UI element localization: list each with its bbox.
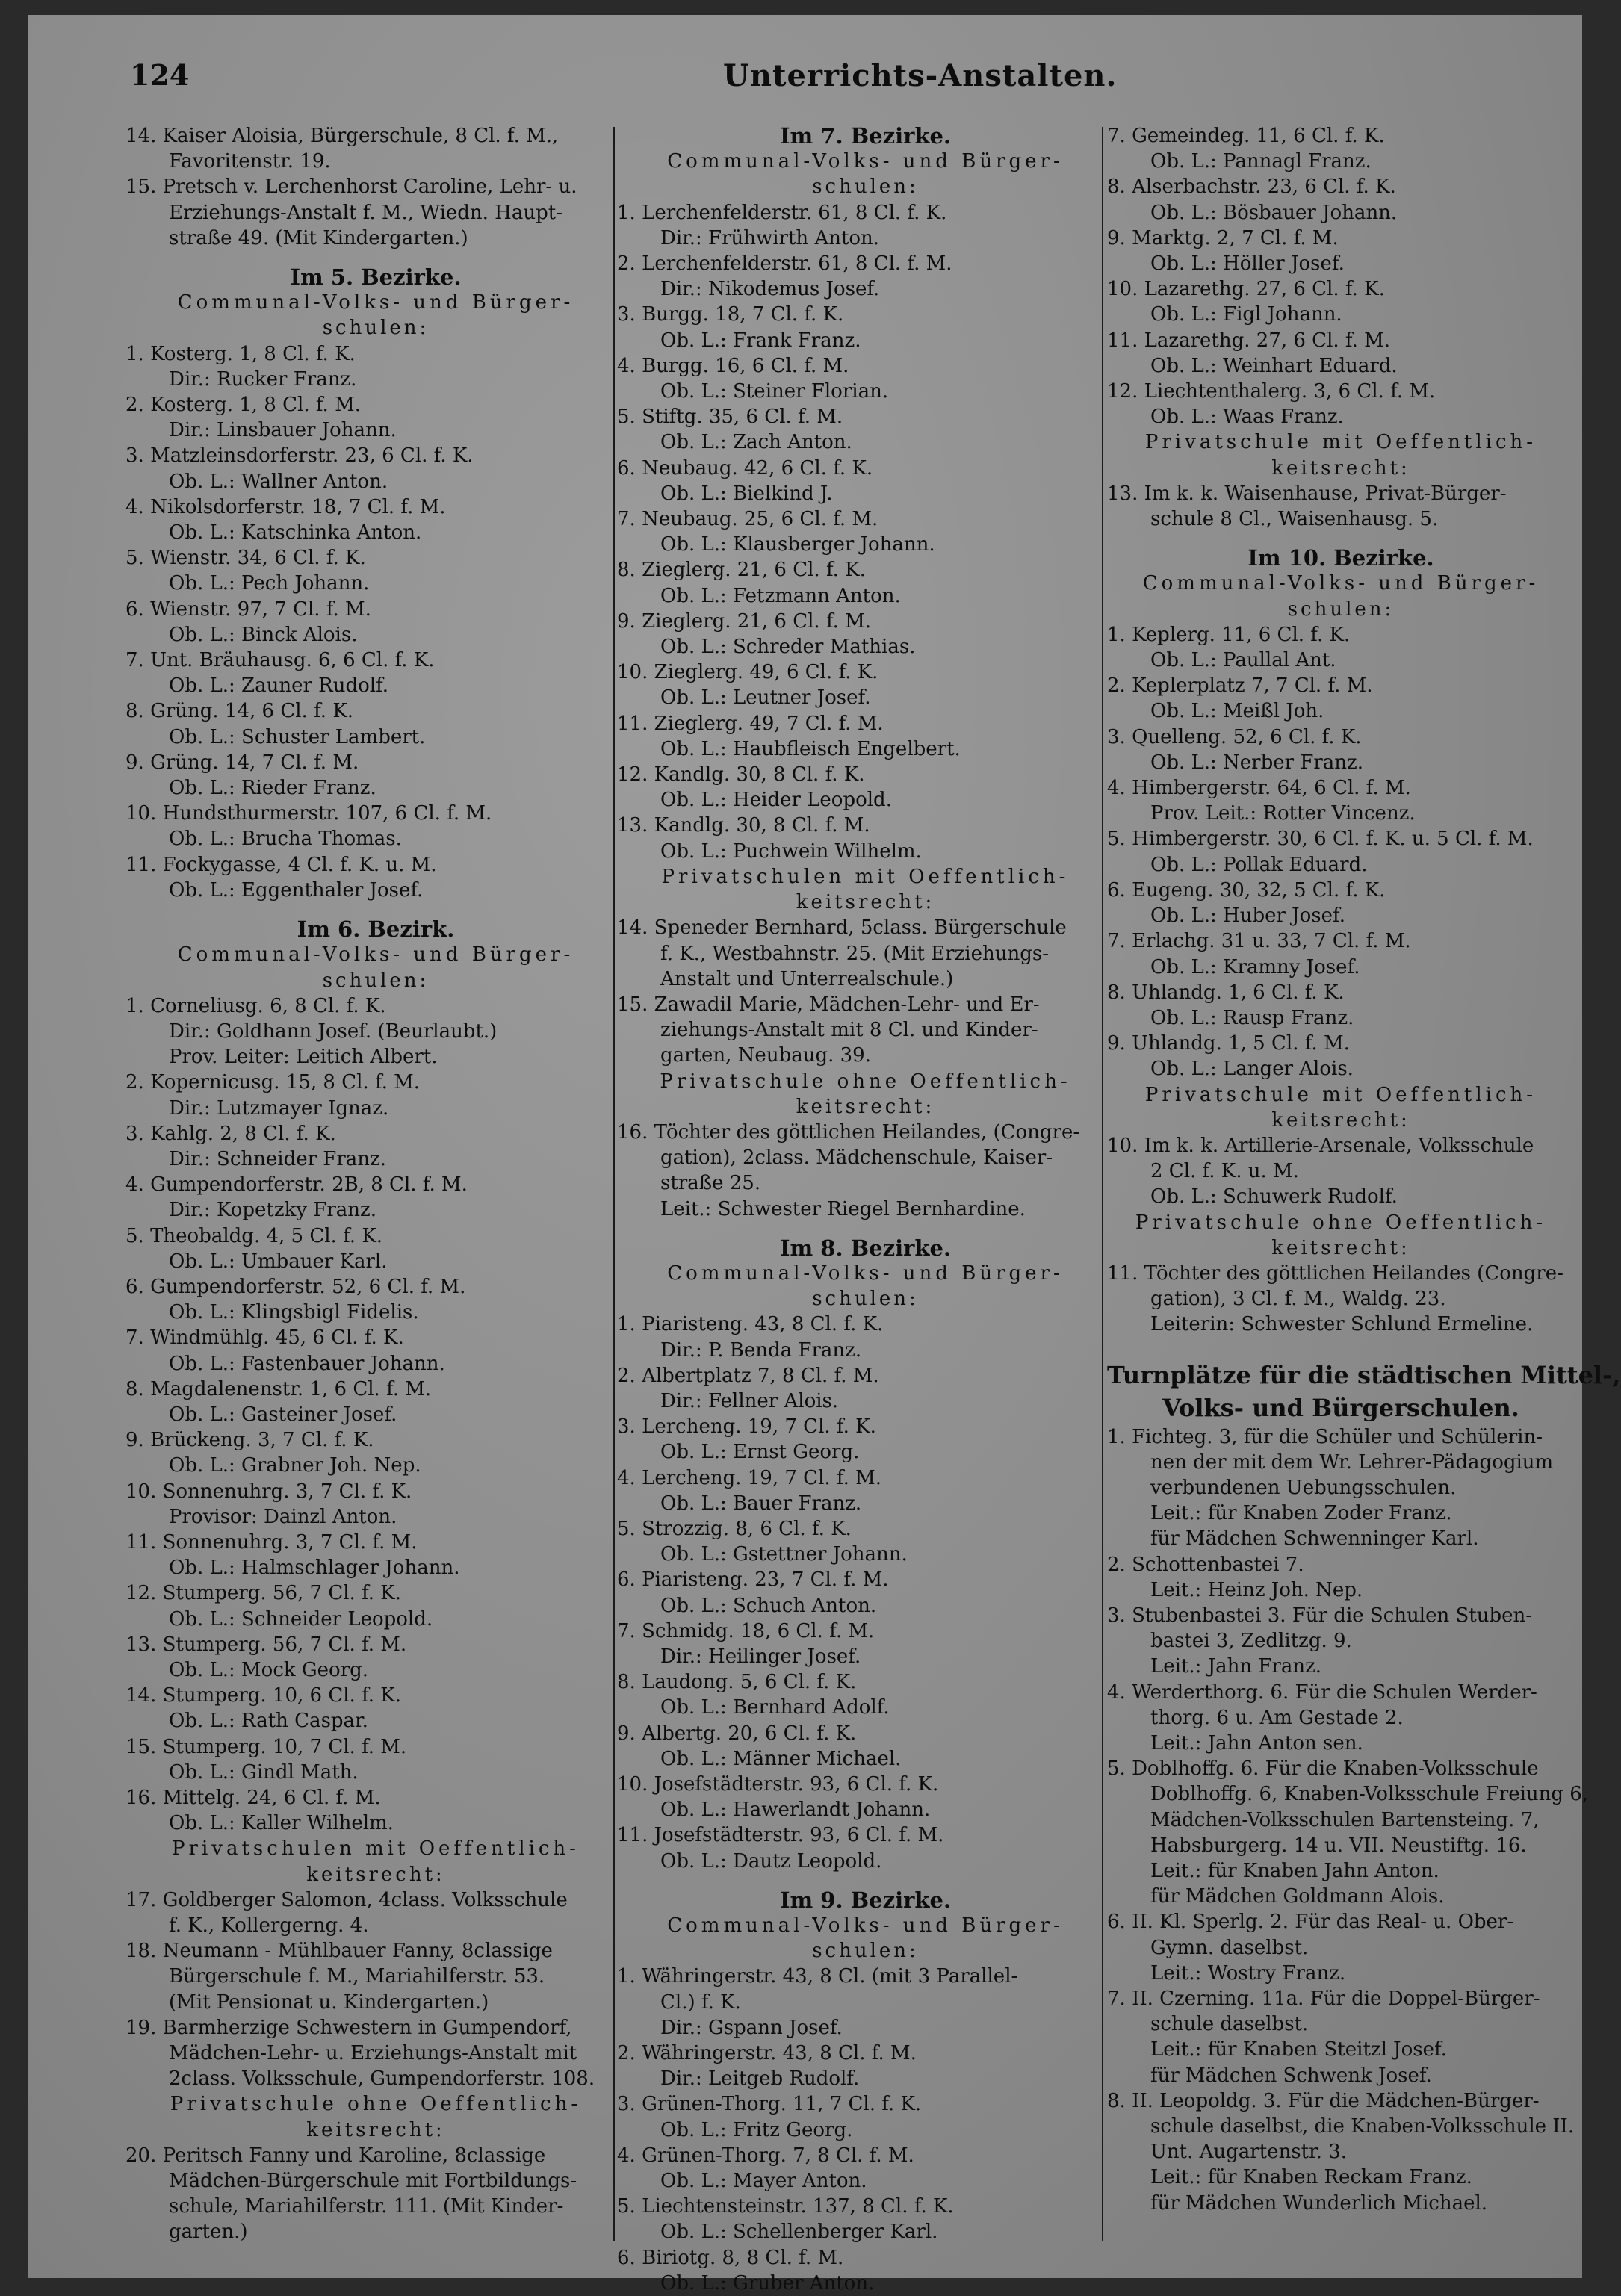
entry-person: Ob. L.: Zach Anton. (660, 431, 852, 454)
entry-person: Ob. L.: Kramny Josef. (1150, 955, 1360, 978)
entry-person: Ob. L.: Halmschlager Johann. (169, 1557, 460, 1580)
entry-person: Ob. L.: Schuwerk Rudolf. (1150, 1185, 1398, 1208)
entry-person: Dir.: Linsbauer Johann. (169, 419, 397, 442)
district-heading: Im 8. Bezirke. (779, 1235, 952, 1261)
entry-continuation: Mädchen-Volksschulen Bartensteing. 7, (1150, 1808, 1540, 1831)
entry-person: Ob. L.: Männer Michael. (660, 1747, 902, 1770)
entry-person: Dir.: P. Benda Franz. (660, 1338, 862, 1362)
entry-line: 10. Hundsthurmerstr. 107, 6 Cl. f. M. (125, 802, 492, 825)
entry-line: 1. Keplerg. 11, 6 Cl. f. K. (1107, 623, 1351, 646)
entry-line: 4. Gumpendorferstr. 2B, 8 Cl. f. M. (125, 1173, 468, 1197)
school-category: Communal-Volks- und Bürger- (1142, 572, 1540, 595)
entry-person: Ob. L.: Gindl Math. (169, 1760, 359, 1784)
school-category: keitsrecht: (1271, 1108, 1410, 1132)
entry-line: 9. Brückeng. 3, 7 Cl. f. K. (125, 1429, 374, 1452)
entry-line: 20. Peritsch Fanny und Karoline, 8classige (125, 2144, 546, 2167)
entry-line: 4. Lercheng. 19, 7 Cl. f. M. (617, 1466, 882, 1489)
entry-line: 6. II. Kl. Sperlg. 2. Für das Real- u. Ober- (1107, 1911, 1514, 1934)
school-category: Privatschulen mit Oeffentlich- (172, 1837, 580, 1861)
entry-line: 10. Josefstädterstr. 93, 6 Cl. f. K. (617, 1773, 939, 1796)
entry-line: 11. Fockygasse, 4 Cl. f. K. u. M. (125, 853, 437, 876)
entry-person: Dir.: Gspann Josef. (660, 2016, 843, 2039)
entry-person: Ob. L.: Schuster Lambert. (169, 725, 426, 748)
entry-person: Dir.: Goldhann Josef. (Beurlaubt.) (169, 1020, 498, 1043)
entry-line: 8. Zieglerg. 21, 6 Cl. f. K. (617, 559, 866, 582)
entry-line: 15. Stumperg. 10, 7 Cl. f. M. (125, 1735, 407, 1758)
column-1 (125, 123, 626, 2245)
school-category: Privatschulen mit Oeffentlich- (661, 865, 1070, 888)
entry-person: Ob. L.: Fastenbauer Johann. (169, 1352, 445, 1375)
entry-line: 13. Im k. k. Waisenhause, Privat-Bürger- (1107, 482, 1507, 505)
entry-person: Ob. L.: Weinhart Eduard. (1150, 354, 1398, 377)
entry-line: 4. Himbergerstr. 64, 6 Cl. f. M. (1107, 777, 1411, 800)
entry-line: 1. Fichteg. 3, für die Schüler und Schülerin- (1107, 1425, 1543, 1448)
entry-line: 2. Schottenbastei 7. (1107, 1553, 1304, 1576)
entry-line: 2. Kosterg. 1, 8 Cl. f. M. (125, 394, 361, 417)
school-category: Communal-Volks- und Bürger- (667, 1914, 1064, 1937)
entry-person: Ob. L.: Mock Georg. (169, 1658, 369, 1681)
entry-continuation: ziehungs-Anstalt mit 8 Cl. und Kinder- (660, 1019, 1038, 1042)
entry-person: Ob. L.: Rieder Franz. (169, 777, 376, 800)
district-heading: Im 5. Bezirke. (290, 264, 462, 291)
entry-line: 7. Unt. Bräuhausg. 6, 6 Cl. f. K. (125, 649, 435, 672)
entry-person: Leit.: für Knaben Jahn Anton. (1150, 1860, 1439, 1882)
entry-person: Ob. L.: Bielkind J. (660, 482, 833, 505)
section-title: Volks- und Bürgerschulen. (1162, 1393, 1519, 1422)
entry-continuation: nen der mit dem Wr. Lehrer-Pädagogium (1150, 1450, 1554, 1474)
entry-line: 5. Stiftg. 35, 6 Cl. f. M. (617, 406, 843, 429)
school-category: schulen: (1287, 598, 1395, 621)
entry-line: 14. Kaiser Aloisia, Bürgerschule, 8 Cl. f. M., (125, 125, 559, 147)
page-number: 124 (130, 58, 190, 92)
entry-person: Ob. L.: Schuch Anton. (660, 1594, 877, 1617)
entry-line: 3. Kahlg. 2, 8 Cl. f. K. (125, 1122, 336, 1145)
entry-person: Dir.: Leitgeb Rudolf. (660, 2067, 860, 2091)
entry-line: 5. Theobaldg. 4, 5 Cl. f. K. (125, 1224, 383, 1247)
entry-continuation: Favoritenstr. 19. (169, 150, 331, 173)
entry-person: Ob. L.: Klingsbigl Fidelis. (169, 1301, 419, 1324)
entry-line: 15. Pretsch v. Lerchenhorst Caroline, Lehr- u. (125, 176, 577, 199)
entry-person: Ob. L.: Rath Caspar. (169, 1710, 368, 1733)
entry-continuation: f. K., Westbahnstr. 25. (Mit Erziehungs- (660, 942, 1049, 965)
entry-person: Dir.: Heilinger Josef. (660, 1645, 861, 1668)
entry-person: Prov. Leiter: Leitich Albert. (169, 1046, 438, 1069)
entry-line: 4. Grünen-Thorg. 7, 8 Cl. f. M. (617, 2144, 914, 2167)
school-category: Privatschule ohne Oeffentlich- (660, 1070, 1071, 1093)
entry-line: 11. Josefstädterstr. 93, 6 Cl. f. M. (617, 1824, 944, 1847)
entry-line: 6. Biriotg. 8, 8 Cl. f. M. (617, 2246, 844, 2269)
school-category: Communal-Volks- und Bürger- (177, 943, 574, 967)
entry-line: 6. Neubaug. 42, 6 Cl. f. K. (617, 456, 873, 480)
entry-person: Ob. L.: Waas Franz. (1150, 406, 1344, 429)
entry-line: 1. Piaristeng. 43, 8 Cl. f. K. (617, 1313, 884, 1336)
entry-line: 4. Werderthorg. 6. Für die Schulen Werder- (1107, 1681, 1537, 1704)
entry-line: 5. Strozzig. 8, 6 Cl. f. K. (617, 1517, 852, 1540)
entry-line: 14. Speneder Bernhard, 5class. Bürgerschule (617, 916, 1067, 940)
entry-person: Dir.: Nikodemus Josef. (660, 278, 880, 301)
entry-person: für Mädchen Schwenninger Karl. (1150, 1527, 1479, 1551)
entry-line: 2. Lerchenfelderstr. 61, 8 Cl. f. M. (617, 252, 952, 276)
entry-line: 6. Eugeng. 30, 32, 5 Cl. f. K. (1107, 878, 1386, 902)
entry-continuation: thorg. 6 u. Am Gestade 2. (1150, 1706, 1404, 1729)
running-title: Unterrichts-Anstalten. (723, 58, 1118, 93)
entry-continuation: Doblhoffg. 6, Knaben-Volksschule Freiung 6, (1150, 1783, 1589, 1806)
entry-person: Ob. L.: Pannagl Franz. (1150, 150, 1372, 173)
entry-person: Ob. L.: Gasteiner Josef. (169, 1403, 397, 1426)
district-heading: Im 10. Bezirke. (1247, 545, 1434, 571)
entry-continuation: gation), 3 Cl. f. M., Waldg. 23. (1150, 1288, 1446, 1311)
entry-line: 10. Sonnenuhrg. 3, 7 Cl. f. K. (125, 1480, 412, 1503)
entry-person: Prov. Leit.: Rotter Vincenz. (1150, 802, 1416, 825)
entry-line: 8. Grüng. 14, 6 Cl. f. K. (125, 700, 354, 723)
entry-person: Leit.: für Knaben Reckam Franz. (1150, 2166, 1472, 2189)
entry-line: 3. Quelleng. 52, 6 Cl. f. K. (1107, 725, 1362, 748)
entry-line: 2. Keplerplatz 7, 7 Cl. f. M. (1107, 674, 1373, 698)
entry-line: 6. Wienstr. 97, 7 Cl. f. M. (125, 598, 371, 621)
school-category: keitsrecht: (796, 1095, 935, 1118)
entry-continuation: Cl.) f. K. (660, 1991, 741, 2014)
entry-continuation: Erziehungs-Anstalt f. M., Wiedn. Haupt- (169, 201, 562, 224)
entry-person: Ob. L.: Paullal Ant. (1150, 649, 1336, 672)
entry-person: Leit.: Heinz Joh. Nep. (1150, 1578, 1363, 1601)
entry-continuation: Mädchen-Bürgerschule mit Fortbildungs- (169, 2170, 577, 2193)
entry-person: Ob. L.: Mayer Anton. (660, 2170, 867, 2193)
entry-continuation: verbundenen Uebungsschulen. (1150, 1476, 1457, 1499)
entry-line: 12. Kandlg. 30, 8 Cl. f. K. (617, 763, 865, 786)
entry-person: Ob. L.: Pollak Eduard. (1150, 853, 1368, 876)
entry-line: 3. Burgg. 18, 7 Cl. f. K. (617, 303, 844, 326)
entry-person: Ob. L.: Eggenthaler Josef. (169, 878, 424, 902)
district-heading: Im 6. Bezirk. (297, 916, 455, 943)
school-category: schulen: (322, 317, 430, 340)
entry-continuation: gation), 2class. Mädchenschule, Kaiser- (660, 1147, 1053, 1170)
school-category: keitsrecht: (306, 1863, 445, 1886)
entry-line: 12. Stumperg. 56, 7 Cl. f. K. (125, 1582, 401, 1605)
entry-line: 10. Lazarethg. 27, 6 Cl. f. K. (1107, 278, 1385, 301)
column-3 (1107, 123, 1621, 2216)
entry-line: 4. Nikolsdorferstr. 18, 7 Cl. f. M. (125, 495, 446, 518)
entry-line: 8. Laudong. 5, 6 Cl. f. K. (617, 1671, 857, 1694)
entry-line: 16. Mittelg. 24, 6 Cl. f. M. (125, 1787, 381, 1809)
school-category: keitsrecht: (1271, 456, 1410, 480)
entry-person: Ob. L.: Nerber Franz. (1150, 751, 1364, 774)
entry-line: 11. Lazarethg. 27, 6 Cl. f. M. (1107, 329, 1391, 352)
school-category: keitsrecht: (1271, 1236, 1410, 1259)
entry-person: Ob. L.: Heider Leopold. (660, 789, 892, 812)
school-category: Communal-Volks- und Bürger- (667, 1262, 1064, 1285)
entry-person: für Mädchen Wunderlich Michael. (1150, 2191, 1488, 2215)
entry-line: 4. Burgg. 16, 6 Cl. f. M. (617, 354, 849, 377)
entry-line: 10. Im k. k. Artillerie-Arsenale, Volksschule (1107, 1134, 1534, 1157)
entry-person: Dir.: Frühwirth Anton. (660, 226, 880, 249)
entry-line: 1. Kosterg. 1, 8 Cl. f. K. (125, 342, 356, 365)
entry-line: 3. Matzleinsdorferstr. 23, 6 Cl. f. K. (125, 444, 474, 468)
entry-person: Ob. L.: Fritz Georg. (660, 2118, 853, 2141)
entry-person: Dir.: Fellner Alois. (660, 1389, 839, 1412)
entry-line: 7. Schmidg. 18, 6 Cl. f. M. (617, 1619, 875, 1642)
entry-person: für Mädchen Goldmann Alois. (1150, 1885, 1445, 1908)
entry-line: 11. Zieglerg. 49, 7 Cl. f. M. (617, 712, 884, 735)
entry-line: 7. Neubaug. 25, 6 Cl. f. M. (617, 508, 878, 531)
entry-line: 5. Himbergerstr. 30, 6 Cl. f. K. u. 5 Cl. f. M. (1107, 828, 1534, 851)
entry-line: 2. Kopernicusg. 15, 8 Cl. f. M. (125, 1071, 421, 1094)
entry-person: Dir.: Schneider Franz. (169, 1147, 386, 1170)
entry-person: Leit.: Wostry Franz. (1150, 1961, 1346, 1985)
entry-continuation: schule daselbst. (1150, 2013, 1309, 2036)
entry-person: Ob. L.: Grabner Joh. Nep. (169, 1454, 421, 1477)
entry-person: Ob. L.: Huber Josef. (1150, 905, 1345, 928)
entry-person: Ob. L.: Pech Johann. (169, 572, 370, 595)
entry-continuation: Bürgerschule f. M., Mariahilferstr. 53. (169, 1965, 545, 1988)
entry-person: Ob. L.: Ernst Georg. (660, 1441, 860, 1464)
entry-line: 2. Währingerstr. 43, 8 Cl. f. M. (617, 2042, 917, 2065)
entry-continuation: (Mit Pensionat u. Kindergarten.) (169, 1991, 489, 2014)
directory-page (28, 15, 1621, 2295)
entry-person: Ob. L.: Figl Johann. (1150, 303, 1342, 326)
entry-person: Ob. L.: Gstettner Johann. (660, 1543, 908, 1566)
entry-line: 8. Magdalenenstr. 1, 6 Cl. f. M. (125, 1377, 432, 1400)
school-category: Communal-Volks- und Bürger- (177, 291, 574, 314)
entry-person: Leit.: Jahn Franz. (1150, 1655, 1322, 1678)
entry-line: 5. Liechtensteinstr. 137, 8 Cl. f. K. (617, 2195, 954, 2218)
entry-person: Ob. L.: Höller Josef. (1150, 252, 1345, 276)
entry-line: 7. Erlachg. 31 u. 33, 7 Cl. f. M. (1107, 930, 1411, 953)
entry-line: 9. Marktg. 2, 7 Cl. f. M. (1107, 226, 1339, 249)
entry-line: 9. Grüng. 14, 7 Cl. f. M. (125, 751, 359, 774)
entry-line: 6. Gumpendorferstr. 52, 6 Cl. f. M. (125, 1275, 466, 1298)
entry-line: 8. Alserbachstr. 23, 6 Cl. f. K. (1107, 176, 1396, 199)
entry-person: Ob. L.: Dautz Leopold. (660, 1849, 882, 1873)
entry-person: Ob. L.: Puchwein Wilhelm. (660, 840, 922, 863)
entry-person: Ob. L.: Schreder Mathias. (660, 636, 916, 659)
entry-person: Ob. L.: Gruber Anton. (660, 2271, 875, 2295)
entry-person: Ob. L.: Bösbauer Johann. (1150, 201, 1398, 224)
school-category: keitsrecht: (796, 891, 935, 914)
entry-line: 7. Gemeindeg. 11, 6 Cl. f. K. (1107, 125, 1385, 147)
entry-line: 7. Windmühlg. 45, 6 Cl. f. K. (125, 1327, 404, 1350)
entry-continuation: schule daselbst, die Knaben-Volksschule II. (1150, 2115, 1575, 2138)
entry-continuation: 2class. Volksschule, Gumpendorferstr. 108. (169, 2067, 595, 2091)
entry-line: 18. Neumann - Mühlbauer Fanny, 8classige (125, 1940, 553, 1963)
section-title: Turnplätze für die städtischen Mittel-, (1107, 1360, 1621, 1389)
entry-continuation: Mädchen-Lehr- u. Erziehungs-Anstalt mit (169, 2042, 577, 2065)
entry-line: 3. Lercheng. 19, 7 Cl. f. K. (617, 1415, 876, 1439)
entry-person: Leit.: Schwester Riegel Bernhardine. (660, 1197, 1026, 1220)
entry-person: Ob. L.: Bauer Franz. (660, 1492, 862, 1515)
entry-line: 8. II. Leopoldg. 3. Für die Mädchen-Bürger- (1107, 2089, 1540, 2112)
entry-line: 11. Töchter des göttlichen Heilandes (Congre- (1107, 1262, 1563, 1285)
entry-continuation: Anstalt und Unterrealschule.) (660, 967, 954, 990)
entry-person: Ob. L.: Wallner Anton. (169, 470, 388, 493)
entry-person: Ob. L.: Bernhard Adolf. (660, 1696, 890, 1719)
entry-person: Provisor: Dainzl Anton. (169, 1505, 397, 1528)
school-category: schulen: (812, 1940, 919, 1963)
school-category: Privatschule mit Oeffentlich- (1144, 1083, 1537, 1106)
entry-continuation: schule 8 Cl., Waisenhausg. 5. (1150, 508, 1439, 531)
entry-person: Ob. L.: Rausp Franz. (1150, 1006, 1354, 1029)
entry-line: 9. Uhlandg. 1, 5 Cl. f. M. (1107, 1032, 1350, 1055)
entry-person: Leit.: Jahn Anton sen. (1150, 1731, 1363, 1754)
entry-line: 9. Albertg. 20, 6 Cl. f. K. (617, 1722, 857, 1745)
entry-person: Ob. L.: Leutner Josef. (660, 686, 871, 710)
entry-person: Ob. L.: Frank Franz. (660, 329, 861, 352)
school-category: keitsrecht: (306, 2118, 445, 2141)
entry-person: Leit.: für Knaben Steitzl Josef. (1150, 2038, 1447, 2061)
entry-person: Ob. L.: Katschinka Anton. (169, 521, 422, 544)
district-heading: Im 7. Bezirke. (779, 123, 952, 149)
entry-person: Ob. L.: Schneider Leopold. (169, 1607, 433, 1631)
entry-person: Ob. L.: Fetzmann Anton. (660, 584, 901, 607)
entry-line: 13. Stumperg. 56, 7 Cl. f. M. (125, 1633, 407, 1656)
school-category: schulen: (812, 1288, 919, 1311)
entry-line: 8. Uhlandg. 1, 6 Cl. f. K. (1107, 981, 1345, 1004)
entry-person: Ob. L.: Umbauer Karl. (169, 1250, 388, 1273)
entry-line: 5. Doblhoffg. 6. Für die Knaben-Volksschule (1107, 1757, 1539, 1781)
school-category: Privatschule mit Oeffentlich- (1144, 431, 1537, 454)
entry-line: 16. Töchter des göttlichen Heilandes, (Congre- (617, 1120, 1080, 1144)
entry-person: Ob. L.: Langer Alois. (1150, 1058, 1354, 1081)
entry-continuation: Unt. Augartenstr. 3. (1150, 2141, 1348, 2164)
entry-person: Dir.: Kopetzky Franz. (169, 1199, 376, 1222)
entry-person: Ob. L.: Schellenberger Karl. (660, 2221, 938, 2244)
district-heading: Im 9. Bezirke. (779, 1887, 952, 1913)
entry-line: 1. Währingerstr. 43, 8 Cl. (mit 3 Parallel- (617, 1965, 1018, 1988)
school-category: schulen: (322, 969, 430, 992)
school-category: Privatschule ohne Oeffentlich- (170, 2093, 582, 2116)
entry-continuation: garten.) (169, 2221, 248, 2244)
entry-line: 9. Zieglerg. 21, 6 Cl. f. M. (617, 609, 872, 633)
entry-line: 14. Stumperg. 10, 6 Cl. f. K. (125, 1684, 401, 1707)
entry-continuation: bastei 3, Zedlitzg. 9. (1150, 1630, 1352, 1653)
entry-line: 2. Albertplatz 7, 8 Cl. f. M. (617, 1364, 879, 1387)
entry-line: 15. Zawadil Marie, Mädchen-Lehr- und Er- (617, 993, 1040, 1016)
entry-continuation: schule, Mariahilferstr. 111. (Mit Kinder- (169, 2195, 564, 2218)
entry-line: 7. II. Czerning. 11a. Für die Doppel-Bürger- (1107, 1988, 1540, 2011)
entry-line: 1. Corneliusg. 6, 8 Cl. f. K. (125, 994, 386, 1017)
entry-person: Ob. L.: Hawerlandt Johann. (660, 1799, 931, 1822)
entry-line: 19. Barmherzige Schwestern in Gumpendorf, (125, 2016, 572, 2039)
entry-line: 17. Goldberger Salomon, 4class. Volksschule (125, 1888, 568, 1911)
entry-line: 10. Zieglerg. 49, 6 Cl. f. K. (617, 661, 878, 684)
entry-person: Ob. L.: Binck Alois. (169, 623, 358, 646)
entry-person: Ob. L.: Zauner Rudolf. (169, 674, 389, 698)
entry-person: Ob. L.: Haubfleisch Engelbert. (660, 737, 961, 760)
entry-continuation: garten, Neubaug. 39. (660, 1044, 871, 1067)
entry-person: Ob. L.: Kaller Wilhelm. (169, 1812, 394, 1835)
entry-line: 3. Grünen-Thorg. 11, 7 Cl. f. K. (617, 2093, 922, 2116)
entry-person: Dir.: Lutzmayer Ignaz. (169, 1096, 389, 1120)
school-category: Privatschule ohne Oeffentlich- (1135, 1211, 1547, 1234)
entry-continuation: Gymn. daselbst. (1150, 1936, 1309, 1959)
entry-line: 12. Liechtenthalerg. 3, 6 Cl. f. M. (1107, 380, 1436, 403)
entry-person: Ob. L.: Klausberger Johann. (660, 533, 935, 556)
entry-person: Dir.: Rucker Franz. (169, 367, 357, 391)
entry-line: 3. Stubenbastei 3. Für die Schulen Stuben- (1107, 1604, 1533, 1627)
entry-person: Ob. L.: Brucha Thomas. (169, 828, 402, 851)
entry-person: Ob. L.: Steiner Florian. (660, 380, 889, 403)
entry-line: 13. Kandlg. 30, 8 Cl. f. M. (617, 814, 870, 837)
school-category: Communal-Volks- und Bürger- (667, 150, 1064, 173)
entry-person: für Mädchen Schwenk Josef. (1150, 2064, 1432, 2087)
entry-continuation: straße 25. (660, 1172, 761, 1195)
entry-continuation: Habsburgerg. 14 u. VII. Neustiftg. 16. (1150, 1834, 1527, 1857)
entry-continuation: f. K., Kollergerng. 4. (169, 1914, 369, 1937)
column-2 (617, 123, 1114, 2296)
entry-person: Leit.: für Knaben Zoder Franz. (1150, 1502, 1452, 1525)
entry-continuation: straße 49. (Mit Kindergarten.) (169, 226, 468, 249)
entry-person: Ob. L.: Meißl Joh. (1150, 700, 1324, 723)
entry-line: 6. Piaristeng. 23, 7 Cl. f. M. (617, 1569, 889, 1592)
entry-line: 11. Sonnenuhrg. 3, 7 Cl. f. M. (125, 1530, 418, 1554)
entry-line: 1. Lerchenfelderstr. 61, 8 Cl. f. K. (617, 201, 947, 224)
entry-person: Leiterin: Schwester Schlund Ermeline. (1150, 1313, 1534, 1336)
entry-line: 5. Wienstr. 34, 6 Cl. f. K. (125, 547, 366, 570)
school-category: schulen: (812, 176, 919, 199)
entry-continuation: 2 Cl. f. K. u. M. (1150, 1160, 1299, 1183)
